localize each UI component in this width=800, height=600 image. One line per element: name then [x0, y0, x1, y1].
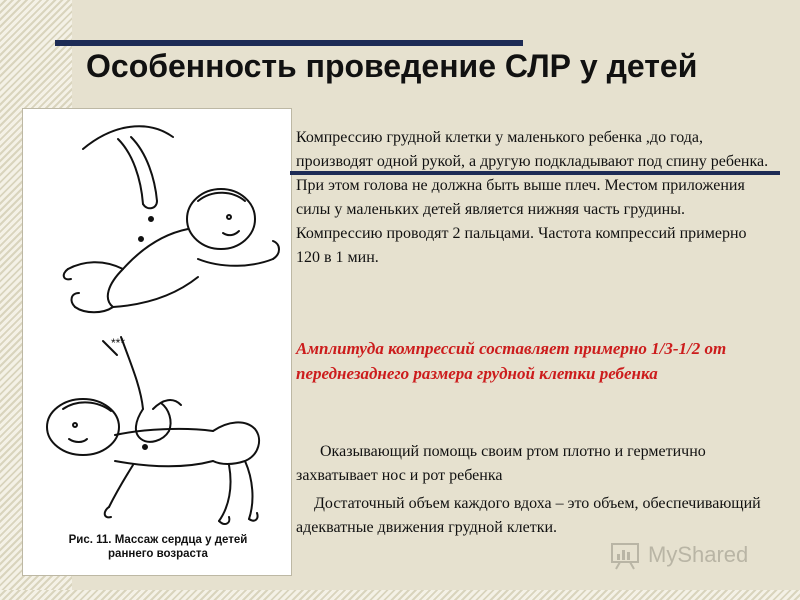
watermark-text: MyShared [648, 542, 749, 567]
infant-cpr-drawing [23, 109, 291, 575]
infant-head-top [187, 189, 255, 249]
rescuer-arm-top [83, 126, 173, 149]
infant-arm-bottom [109, 465, 133, 507]
divider-bar [290, 171, 780, 175]
decorative-stripes-bottom [0, 590, 800, 600]
paragraph-compression-amplitude: Амплитуда компрессий составляет примерно 1/3-1/2 от переднезаднего размера грудной клетки ребенка [296, 339, 727, 383]
paragraph-mouth-seal: Оказывающий помощь своим ртом плотно и герметично захватывает нос и рот ребенка [296, 443, 706, 484]
infant-leg-1 [245, 461, 252, 519]
infant-arm-top [68, 262, 123, 269]
paragraph-compression-technique: Компрессию грудной клетки у маленького ребенка ,до года, производят одной рукой, а другую подкладывают под спину ребенка. При этом голова не должна быть выше плеч. Местом приложения силы у маленьких детей является нижняя часть грудины. Компрессию проводят 2 пальцами. Частота компрессий примерно 120 в 1 мин. [296, 129, 769, 266]
figure-caption: Рис. 11. Массаж сердца у детей раннего возраста [68, 534, 248, 560]
slide-title: Особенность проведение СЛР у детей [86, 48, 698, 84]
infant-leg-2 [219, 465, 231, 521]
cpr-illustration [22, 108, 292, 576]
paragraph-breath-volume: Достаточный объем каждого вдоха – это объем, обеспечивающий адекватные движения грудной клетки. [296, 495, 761, 536]
title-accent-bar [55, 40, 523, 46]
myshared-watermark [610, 539, 748, 571]
infant-head-bottom [47, 399, 119, 455]
myshared-logo-icon [610, 540, 644, 570]
infant-torso-bottom [115, 429, 213, 435]
position-marker-label: *** [111, 336, 126, 350]
support-hand-top [198, 259, 273, 266]
diaper [213, 422, 259, 464]
